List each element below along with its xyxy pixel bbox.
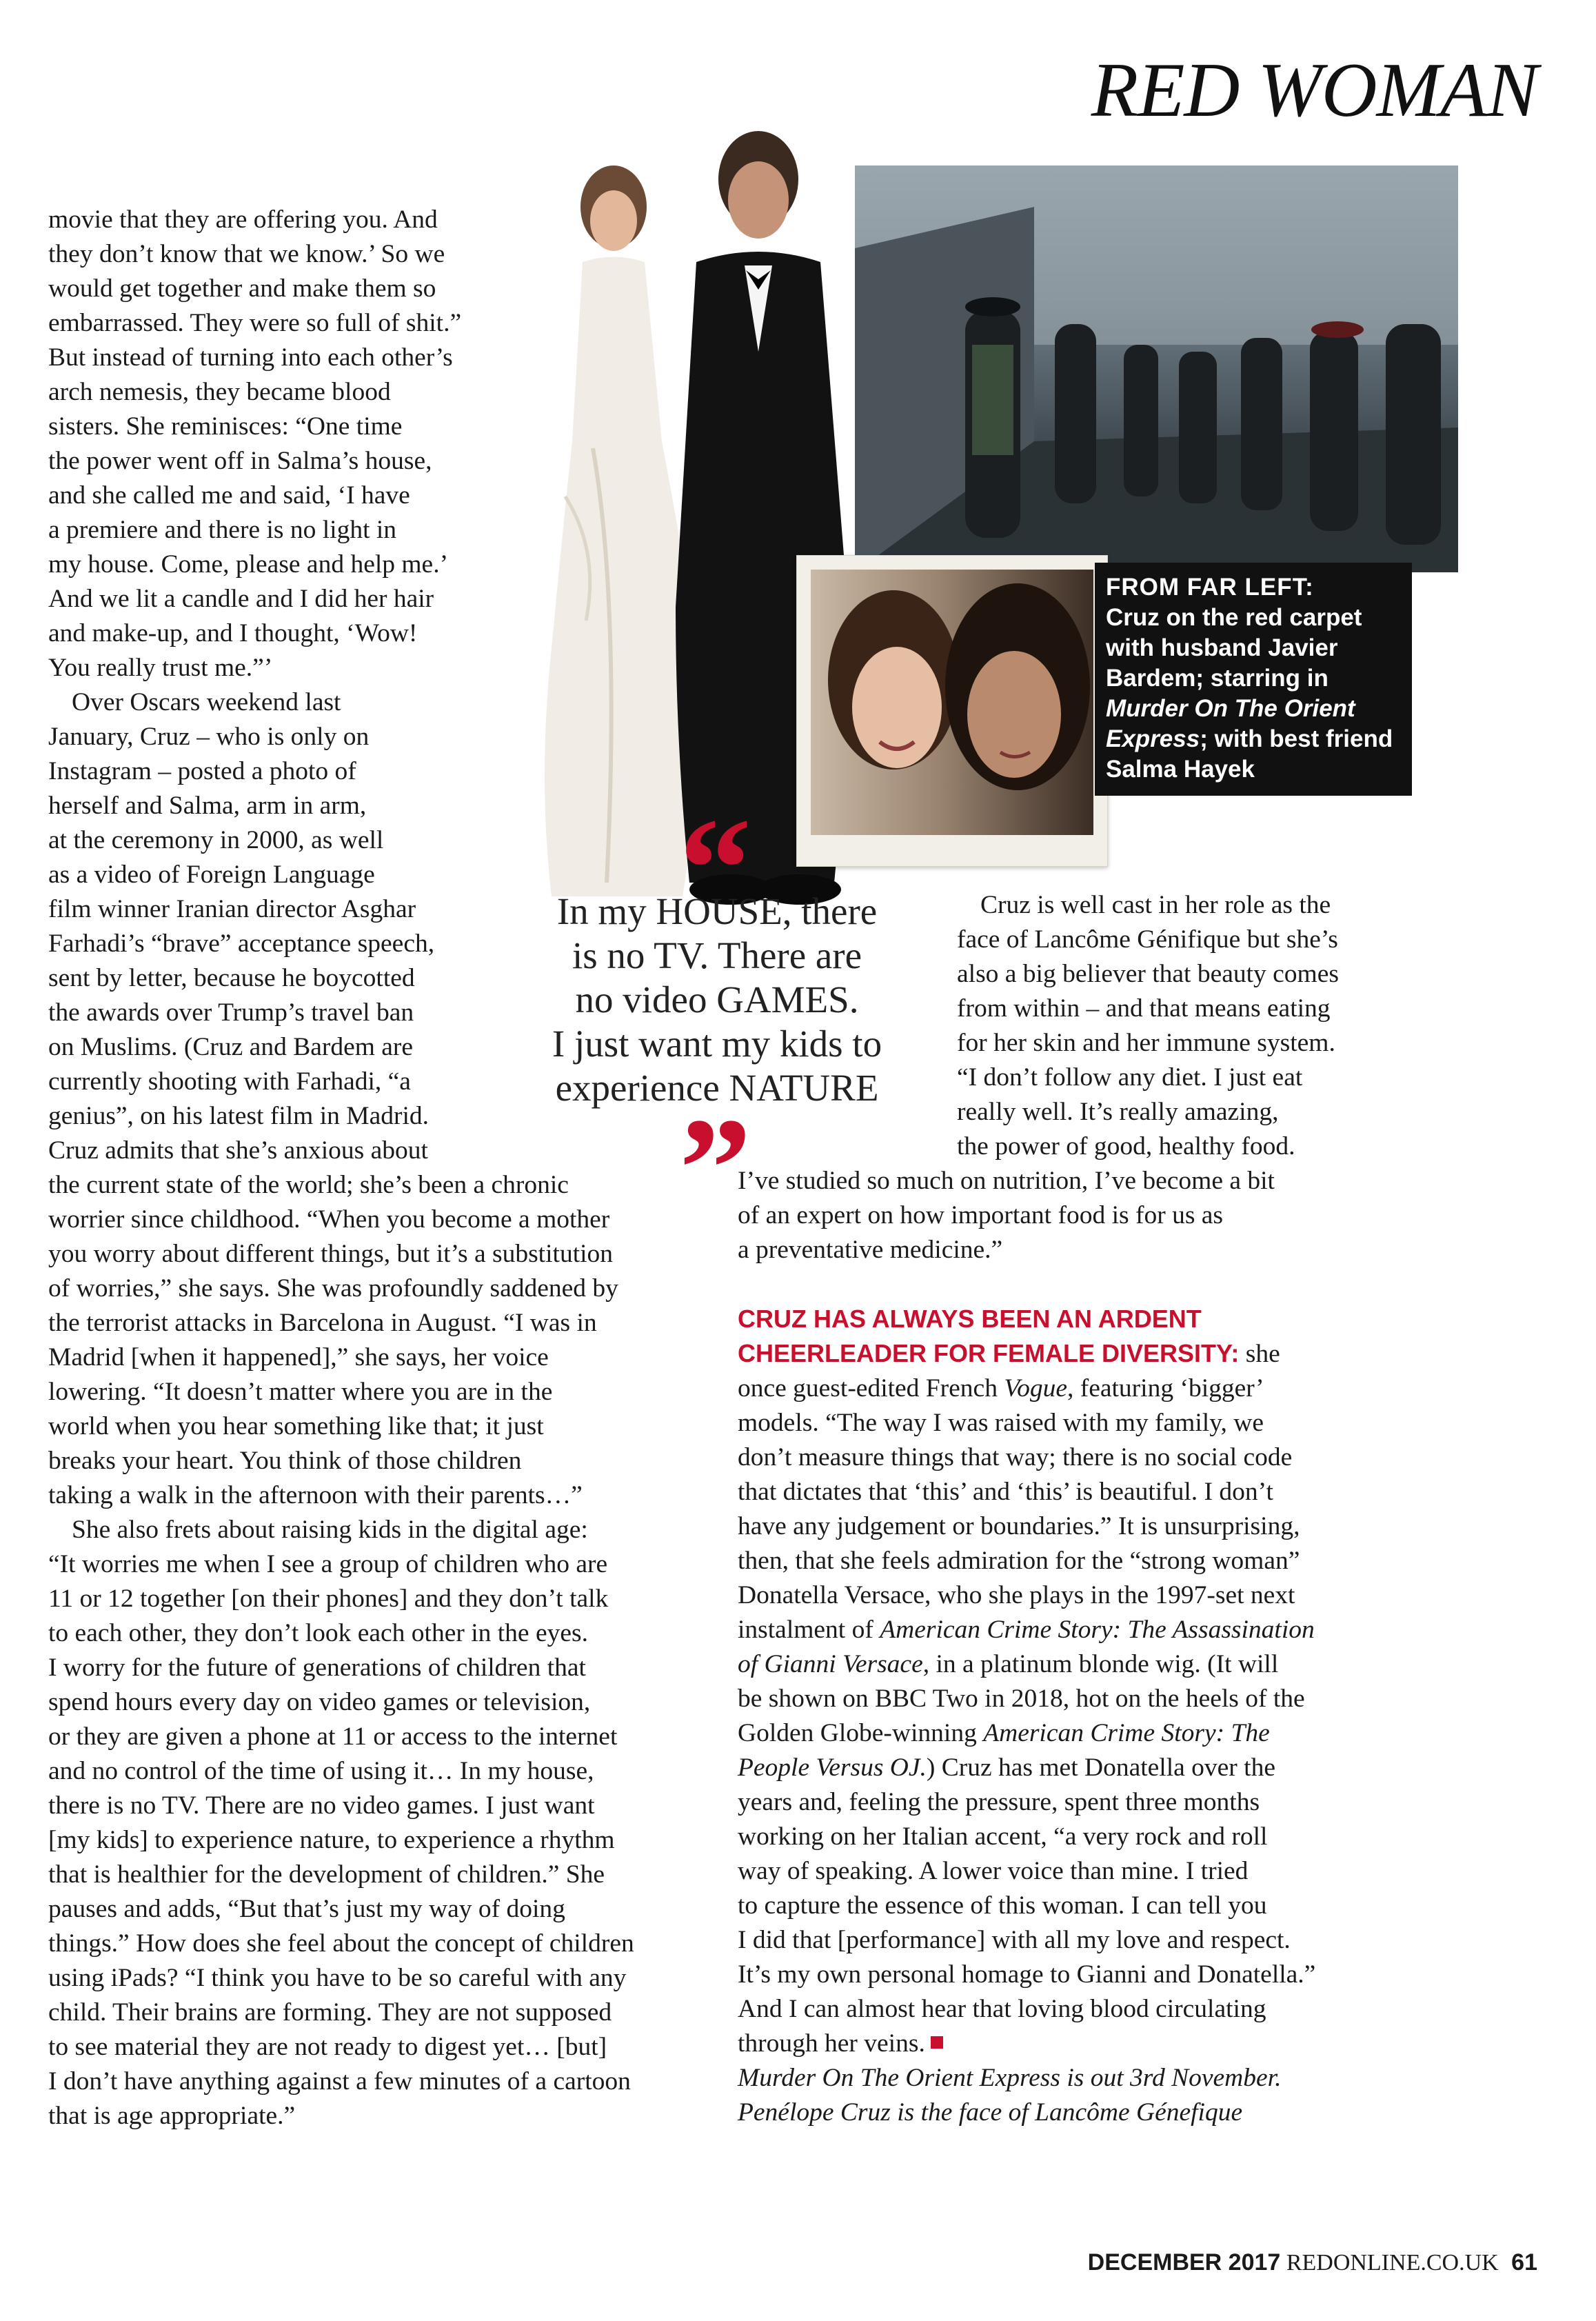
show-title: of Gianni Versace <box>738 1650 923 1678</box>
text-line: taking a walk in the afternoon with their parents…” <box>48 1481 583 1509</box>
pull-quote <box>517 890 917 1110</box>
text-line: using iPads? “I think you have to be so careful with any <box>48 1964 627 1992</box>
show-title: American Crime Story: The <box>983 1719 1270 1747</box>
body-line: through her veins. <box>738 2029 925 2058</box>
text-line: currently shooting with Farhadi, “a <box>48 1067 411 1096</box>
magazine-title: Vogue <box>1004 1374 1067 1403</box>
issue-date: DECEMBER 2017 <box>1087 2249 1281 2275</box>
text-line: Instagram – posted a photo of <box>48 757 356 785</box>
body-line: be shown on BBC Two in 2018, hot on the heels of the <box>738 1685 1305 1713</box>
text-line: of an expert on how important food is for us as <box>738 1201 1224 1229</box>
text-line: of worries,” she says. She was profoundly saddened by <box>48 1274 618 1303</box>
text-line: Donatella Versace, who she plays in the 1997-set next <box>738 1581 1295 1609</box>
end-mark-icon <box>931 2036 943 2049</box>
right-column-main <box>738 1164 1427 2130</box>
caption-line: Salma Hayek <box>1106 756 1255 783</box>
text-line: and she called me and said, ‘I have <box>48 481 410 510</box>
close-quote-mark: ” <box>679 1089 751 1249</box>
text-line: to see material they are not ready to digest yet… [but] <box>48 2033 607 2061</box>
credit-line: Murder On The Orient Express is out 3rd November. <box>738 2064 1282 2092</box>
page-number: 61 <box>1511 2249 1537 2275</box>
text-line: lowering. “It doesn’t matter where you are in the <box>48 1378 553 1406</box>
text-line: arch nemesis, they became blood <box>48 378 391 406</box>
text-line: on Muslims. (Cruz and Bardem are <box>48 1033 414 1061</box>
text-line: Cruz is well cast in her role as the <box>980 891 1331 919</box>
text-line: Cruz admits that she’s anxious about <box>48 1136 428 1165</box>
selfie-illustration <box>811 570 1093 835</box>
text-line: Over Oscars weekend last <box>72 688 341 716</box>
text-line: Madrid [when it happened],” she says, her voice <box>48 1343 549 1372</box>
body-text: Golden Globe-winning <box>738 1719 984 1747</box>
text-line: have any judgement or boundaries.” It is unsurprising, <box>738 1512 1300 1540</box>
text-line: or they are given a phone at 11 or access to the internet <box>48 1722 618 1751</box>
text-line: to each other, they don’t look each other in the eyes. <box>48 1619 588 1647</box>
text-line: She also frets about raising kids in the digital age: <box>72 1516 588 1544</box>
text-line: the terrorist attacks in Barcelona in August. “I was in <box>48 1309 597 1337</box>
text-line: the power went off in Salma’s house, <box>48 447 432 475</box>
text-line: working on her Italian accent, “a very rock and roll <box>738 1822 1268 1851</box>
body-text: , in a platinum blonde wig. (It will <box>922 1650 1279 1678</box>
text-line: the awards over Trump’s travel ban <box>48 998 414 1027</box>
caption-line: Cruz on the red carpet <box>1106 604 1362 631</box>
text-line: But instead of turning into each other’s <box>48 343 453 372</box>
text-line: worrier since childhood. “When you become a mother <box>48 1205 610 1234</box>
subhead-line: CRUZ HAS ALWAYS BEEN AN ARDENT <box>738 1305 1202 1333</box>
text-line: And I can almost hear that loving blood circulating <box>738 1995 1266 2023</box>
text-line: things.” How does she feel about the concept of children <box>48 1929 634 1958</box>
paragraph-lines <box>738 1406 1427 1613</box>
text-line: there is no TV. There are no video games. I just want <box>48 1791 595 1820</box>
text-line: and no control of the time of using it… In my house, <box>48 1757 594 1785</box>
credit-line: Penélope Cruz is the face of Lancôme Génefique <box>738 2098 1243 2127</box>
text-line: then, that she feels admiration for the “strong woman” <box>738 1547 1300 1575</box>
text-line: [my kids] to experience nature, to experience a rhythm <box>48 1826 615 1854</box>
body-text: once guest-edited French <box>738 1374 1004 1403</box>
text-line: from within – and that means eating <box>957 994 1331 1023</box>
body-text: ) Cruz has met Donatella over the <box>926 1754 1275 1782</box>
text-line: for her skin and her immune system. <box>957 1029 1335 1057</box>
text-line: And we lit a candle and I did her hair <box>48 585 434 613</box>
caption-line: with husband Javier <box>1106 634 1338 661</box>
subhead-line: CHEERLEADER FOR FEMALE DIVERSITY: <box>738 1339 1240 1367</box>
text-line: the power of good, healthy food. <box>957 1132 1295 1160</box>
orient-express-photo <box>855 165 1458 572</box>
text-line: at the ceremony in 2000, as well <box>48 826 384 854</box>
text-line: that is age appropriate.” <box>48 2102 296 2130</box>
paragraph-lines <box>738 1785 1427 2027</box>
text-line: 11 or 12 together [on their phones] and they don’t talk <box>48 1585 609 1613</box>
text-line: really well. It’s really amazing, <box>957 1098 1279 1126</box>
body-text: she <box>1239 1340 1280 1368</box>
text-line: pauses and adds, “But that’s just my way of doing <box>48 1895 565 1923</box>
text-line: I did that [performance] with all my love and respect. <box>738 1926 1291 1954</box>
text-line: You really trust me.”’ <box>48 654 273 682</box>
text-line: “I don’t follow any diet. I just eat <box>957 1063 1303 1092</box>
text-line: years and, feeling the pressure, spent three months <box>738 1788 1260 1816</box>
caption-film-title-end: Express <box>1106 725 1200 752</box>
page-footer <box>1088 2249 1537 2276</box>
text-line: world when you hear something like that; it just <box>48 1412 544 1440</box>
text-line: spend hours every day on video games or television, <box>48 1688 591 1716</box>
text-line: embarrassed. They were so full of shit.” <box>48 309 462 337</box>
text-line: I don’t have anything against a few minutes of a cartoon <box>48 2067 631 2096</box>
text-line: way of speaking. A lower voice than mine. I tried <box>738 1857 1249 1885</box>
text-line: a premiere and there is no light in <box>48 516 397 544</box>
train-platform-illustration <box>855 165 1458 572</box>
text-line: also a big believer that beauty comes <box>957 960 1339 988</box>
text-line: film winner Iranian director Asghar <box>48 895 416 923</box>
text-line: a preventative medicine.” <box>738 1236 1003 1264</box>
text-line: that is healthier for the development of children.” She <box>48 1860 605 1889</box>
text-line: to capture the essence of this woman. I can tell you <box>738 1891 1267 1920</box>
text-line: face of Lancôme Génifique but she’s <box>957 925 1338 954</box>
text-line: no video GAMES. <box>575 978 859 1021</box>
selfie-polaroid <box>796 555 1108 867</box>
right-column-top <box>957 888 1412 1164</box>
text-line: is no TV. There are <box>572 934 862 976</box>
text-line: genius”, on his latest film in Madrid. <box>48 1102 430 1130</box>
wide-lines <box>738 1164 1427 1267</box>
text-line: sent by letter, because he boycotted <box>48 964 415 992</box>
text-line: that dictates that ‘this’ and ‘this’ is beautiful. I don’t <box>738 1478 1273 1506</box>
website: REDONLINE.CO.UK <box>1286 2250 1499 2275</box>
selfie-photo <box>811 570 1093 835</box>
text-line: would get together and make them so <box>48 274 436 303</box>
photo-caption <box>1095 563 1412 796</box>
text-line: In my HOUSE, there <box>556 890 878 932</box>
text-line: as a video of Foreign Language <box>48 861 375 889</box>
body-text: , featuring ‘bigger’ <box>1067 1374 1264 1403</box>
open-quote-mark: “ <box>679 789 751 949</box>
text-line: I just want my kids to <box>552 1023 882 1065</box>
text-line: Farhadi’s “brave” acceptance speech, <box>48 930 435 958</box>
show-title: People Versus OJ. <box>738 1754 927 1782</box>
text-line: the current state of the world; she’s been a chronic <box>48 1171 569 1199</box>
text-line: movie that they are offering you. And <box>48 205 438 234</box>
text-line: I worry for the future of generations of children that <box>48 1654 586 1682</box>
caption-film-title: Murder On The Orient <box>1106 695 1355 722</box>
text-line: herself and Salma, arm in arm, <box>48 792 367 820</box>
caption-title: FROM FAR LEFT: <box>1106 574 1314 601</box>
text-line: and make-up, and I thought, ‘Wow! <box>48 619 418 647</box>
text-line: you worry about different things, but it’s a substitution <box>48 1240 614 1268</box>
text-line: child. Their brains are forming. They are not supposed <box>48 1998 612 2027</box>
section-title: RED WOMAN <box>1091 48 1537 133</box>
text-line: I’ve studied so much on nutrition, I’ve become a bit <box>738 1167 1275 1195</box>
text-line: models. “The way I was raised with my family, we <box>738 1409 1264 1437</box>
caption-line: Bardem; starring in <box>1106 665 1329 692</box>
text-line: don’t measure things that way; there is no social code <box>738 1443 1293 1471</box>
text-line: January, Cruz – who is only on <box>48 723 370 751</box>
text-line: “It worries me when I see a group of children who are <box>48 1550 608 1578</box>
caption-line: ; with best friend <box>1200 725 1393 752</box>
text-line: sisters. She reminisces: “One time <box>48 412 403 441</box>
text-line: breaks your heart. You think of those children <box>48 1447 522 1475</box>
text-line: my house. Come, please and help me.’ <box>48 550 449 579</box>
text-line: they don’t know that we know.’ So we <box>48 240 445 268</box>
text-line: It’s my own personal homage to Gianni and Donatella.” <box>738 1960 1316 1989</box>
body-text: instalment of <box>738 1616 880 1644</box>
show-title: American Crime Story: The Assassination <box>880 1616 1315 1644</box>
text-line: experience NATURE <box>555 1067 879 1109</box>
